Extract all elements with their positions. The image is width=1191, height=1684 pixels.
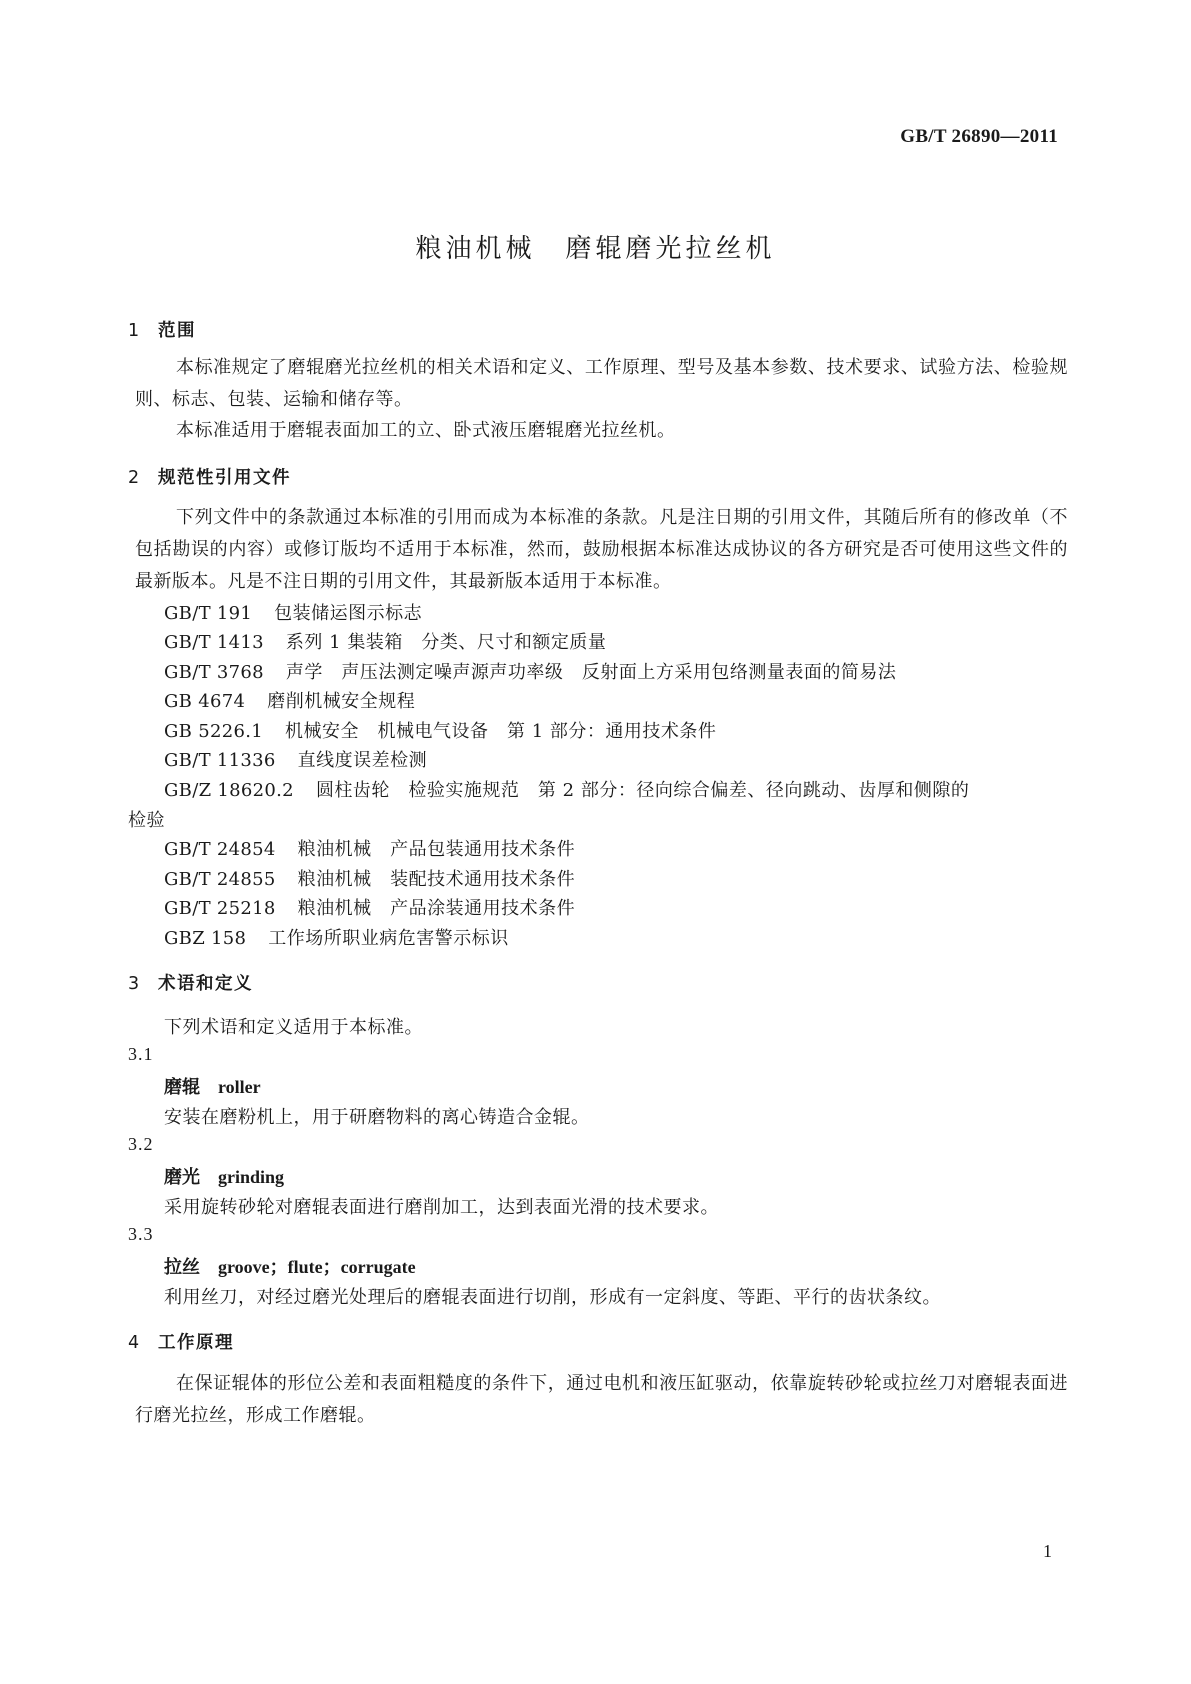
reference-code: GB 4674 [164,691,246,712]
term-en: groove；flute；corrugate [218,1257,416,1277]
paragraph: 下列文件中的条款通过本标准的引用而成为本标准的条款。凡是注日期的引用文件，其随后所有的修改单（不包括勘误的内容）或修订版均不适用于本标准，然而，鼓励根据本标准达成协议的各方研究是否可使用这些文件的最新版本。凡是不注日期的引用文件，其最新版本适用于本标准。 [135,507,1068,592]
reference-item [164,687,415,713]
reference-title: 系列 1 集装箱 分类、尺寸和额定质量 [285,632,607,653]
section-heading-scope [128,317,196,342]
section-title: 范围 [158,321,196,341]
term-number: 3.3 [128,1224,154,1244]
term-heading [164,1073,261,1099]
reference-title: 包装储运图示标志 [274,603,423,624]
reference-item [164,717,716,743]
reference-code: GB/T 1413 [164,632,264,653]
reference-code: GBZ 158 [164,928,247,949]
section-number: 3 [128,974,141,994]
term-definition: 利用丝刀，对经过磨光处理后的磨辊表面进行切削，形成有一定斜度、等距、平行的齿状条纹。 [164,1287,941,1308]
section-heading-terms-definitions [128,970,253,995]
section-title: 规范性引用文件 [158,468,291,488]
reference-code: GB/T 3768 [164,662,264,683]
reference-title: 圆柱齿轮 检验实施规范 第 2 部分：径向综合偏差、径向跳动、齿厚和侧隙的 [315,780,970,801]
page-number: 1 [1043,1541,1052,1561]
reference-code: GB/T 24855 [164,869,276,890]
reference-title: 声学 声压法测定噪声源声功率级 反射面上方采用包络测量表面的简易法 [285,662,897,683]
reference-title: 粮油机械 装配技术通用技术条件 [297,869,576,890]
term-definition: 安装在磨粉机上，用于研磨物料的离心铸造合金辊。 [164,1107,590,1128]
reference-title: 直线度误差检测 [297,750,428,771]
reference-item [164,865,575,891]
reference-code: GB/Z 18620.2 [164,780,294,801]
term-en: roller [218,1077,261,1097]
term-heading [164,1163,284,1189]
term-zh: 磨光 [164,1167,200,1188]
reference-title: 机械安全 机械电气设备 第 1 部分：通用技术条件 [285,721,717,742]
reference-item [164,746,427,772]
reference-item [164,776,969,802]
reference-item [164,658,896,684]
term-zh: 拉丝 [164,1257,200,1278]
paragraph: 在保证辊体的形位公差和表面粗糙度的条件下，通过电机和液压缸驱动，依靠旋转砂轮或拉丝刀对磨辊表面进行磨光拉丝，形成工作磨辊。 [135,1373,1068,1426]
reference-code: GB/T 24854 [164,839,276,860]
reference-title: 粮油机械 产品涂装通用技术条件 [297,898,576,919]
reference-item [164,835,575,861]
section-title: 工作原理 [158,1333,234,1353]
reference-item [164,894,575,920]
reference-code: GB 5226.1 [164,721,264,742]
term-heading [164,1253,416,1279]
reference-code: GB/T 11336 [164,750,276,771]
reference-code: GB/T 25218 [164,898,276,919]
term-definition: 采用旋转砂轮对磨辊表面进行磨削加工，达到表面光滑的技术要求。 [164,1197,719,1218]
reference-title: 磨削机械安全规程 [267,691,416,712]
reference-code: GB/T 191 [164,603,253,624]
reference-continuation: 检验 [128,810,165,831]
paragraph: 本标准适用于磨辊表面加工的立、卧式液压磨辊磨光拉丝机。 [176,420,676,441]
section-number: 2 [128,468,141,488]
term-number: 3.1 [128,1044,154,1064]
paragraph: 本标准规定了磨辊磨光拉丝机的相关术语和定义、工作原理、型号及基本参数、技术要求、试验方法、检验规则、标志、包装、运输和储存等。 [135,357,1068,410]
term-en: grinding [218,1167,285,1187]
section-heading-working-principle [128,1329,234,1354]
reference-title: 粮油机械 产品包装通用技术条件 [297,839,576,860]
section-number: 4 [128,1333,141,1353]
section-heading-normative-references [128,464,291,489]
term-zh: 磨辊 [164,1077,200,1098]
reference-item [164,924,509,950]
reference-item [164,628,606,654]
section-title: 术语和定义 [158,974,253,994]
document-title: 粮油机械 磨辊磨光拉丝机 [415,234,776,264]
terms-intro: 下列术语和定义适用于本标准。 [164,1017,423,1038]
term-number: 3.2 [128,1134,154,1154]
reference-item [164,599,422,625]
standard-number: GB/T 26890—2011 [900,126,1058,147]
section-number: 1 [128,321,141,341]
reference-title: 工作场所职业病危害警示标识 [268,928,509,949]
